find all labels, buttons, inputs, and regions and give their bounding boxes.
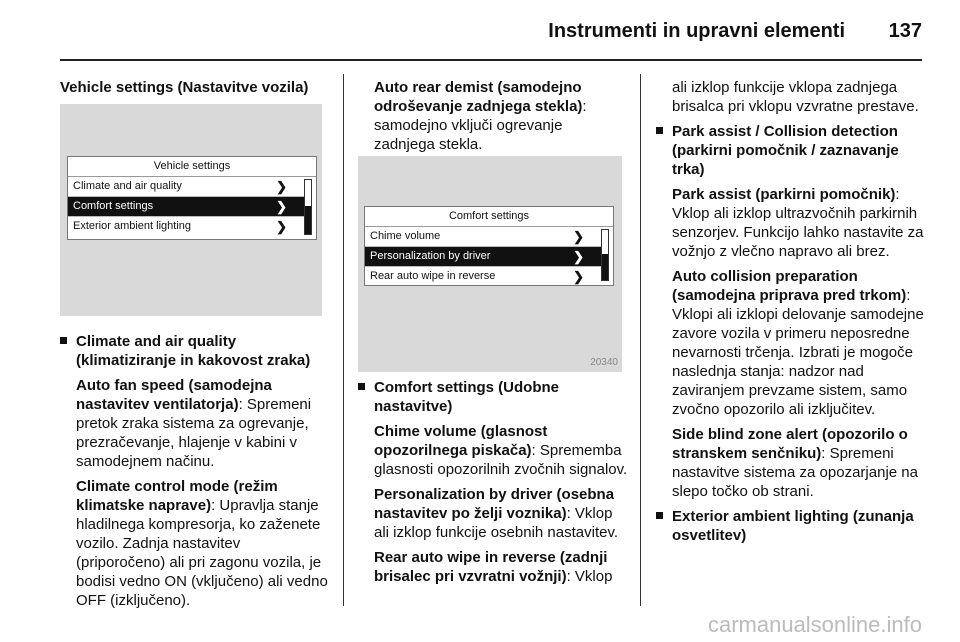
column-divider-1 xyxy=(343,74,344,606)
bullet-title: Park assist / Collision detection (parkirni pomočnik / zaznavanje trka) xyxy=(672,123,899,178)
description: : Vklop ali izklop funkcije osebnih nastavitev. xyxy=(374,505,619,541)
paragraph-park-assist xyxy=(656,185,924,261)
term: Chime volume (glasnost opozorilnega piskača) xyxy=(374,423,548,459)
term: Personalization by driver (osebna nastavitev po želji voznika) xyxy=(374,486,615,522)
page-number: 137 xyxy=(888,20,922,42)
paragraph-collision-prep xyxy=(656,267,924,419)
menu-row-label: Climate and air quality xyxy=(73,180,182,192)
watermark: carmanualsonline.info xyxy=(707,612,922,637)
term: Park assist (parkirni pomočnik) xyxy=(672,186,896,203)
menu-panel xyxy=(364,206,614,286)
bullet-square-icon xyxy=(656,127,663,134)
paragraph-rear-demist xyxy=(358,78,620,154)
menu-row-label: Rear auto wipe in reverse xyxy=(370,270,496,282)
term: Auto rear demist (samodejno odroševanje zadnjega stekla) xyxy=(374,79,583,115)
paragraph-blind-zone xyxy=(656,425,924,501)
paragraph-chime xyxy=(358,422,630,479)
chevron-right-icon: ❯ xyxy=(573,249,584,264)
vehicle-settings-screen xyxy=(60,104,322,316)
paragraph-personalization xyxy=(358,485,630,542)
bullet-title: Exterior ambient lighting (zunanja osvetlitev) xyxy=(672,508,914,544)
bullet-square-icon xyxy=(60,337,67,344)
section-title: Vehicle settings (Nastavitve vozila) xyxy=(60,79,309,96)
chevron-right-icon: ❯ xyxy=(573,269,584,284)
term: Auto collision preparation (samodejna priprava pred trkom) xyxy=(672,268,907,304)
image-code: 20340 xyxy=(590,357,618,368)
scrollbar-thumb[interactable] xyxy=(305,206,311,234)
column-2-body xyxy=(358,378,630,592)
description: : Spremeni pretok zraka sistema za ogrevanje, prezračevanje, hlajenje v kabini v samodejnem načinu. xyxy=(76,396,312,470)
column-2-top xyxy=(358,78,620,160)
term: Climate control mode (režim klimatske naprave) xyxy=(76,478,278,514)
scrollbar-thumb[interactable] xyxy=(602,254,608,280)
column-1 xyxy=(60,78,330,97)
bullet-square-icon xyxy=(358,383,365,390)
menu-row-exterior[interactable] xyxy=(68,217,305,236)
paragraph-climate-mode xyxy=(60,477,332,610)
term: Auto fan speed (samodejna nastavitev ventilatorja) xyxy=(76,377,272,413)
scrollbar[interactable] xyxy=(601,229,609,281)
chevron-right-icon: ❯ xyxy=(276,199,287,214)
bullet-climate xyxy=(60,332,332,370)
chevron-right-icon: ❯ xyxy=(276,219,287,234)
description: : Vklopi ali izklopi delovanje samodejne zavore vozila v primeru neposredne nevarnosti trčenja. Izbrati je mogoče naslednja stanja: nadzor nad zaviranjem prevzame sistem, samo zvočno opozorilo ali izključitev. xyxy=(672,287,924,418)
comfort-settings-screen xyxy=(358,156,622,372)
menu-row-chime[interactable] xyxy=(365,227,602,247)
description: : samodejno vključi ogrevanje zadnjega stekla. xyxy=(374,98,587,153)
bullet-park-assist xyxy=(656,122,924,179)
paragraph-auto-fan xyxy=(60,376,332,471)
menu-title: Vehicle settings xyxy=(68,157,316,177)
menu-row-rear-wipe[interactable] xyxy=(365,267,602,286)
menu-row-comfort[interactable] xyxy=(68,197,305,217)
term: Side blind zone alert (opozorilo o stranskem senčniku) xyxy=(672,426,908,462)
bullet-comfort xyxy=(358,378,630,416)
menu-title: Comfort settings xyxy=(365,207,613,227)
paragraph-continued: ali izklop funkcije vklopa zadnjega brisalca pri vklopu vzvratne prestave. xyxy=(672,79,919,115)
menu-row-label: Personalization by driver xyxy=(370,250,491,262)
description: : Vklop xyxy=(566,568,613,585)
menu-row-climate[interactable] xyxy=(68,177,305,197)
menu-panel xyxy=(67,156,317,240)
description: : Vklop ali izklop ultrazvočnih parkirnih senzorjev. Funkcijo lahko nastavite za vožnjo z vlečno napravo ali brez. xyxy=(672,186,924,260)
column-divider-2 xyxy=(640,74,641,606)
chevron-right-icon: ❯ xyxy=(573,229,584,244)
scrollbar[interactable] xyxy=(304,179,312,235)
bullet-square-icon xyxy=(656,512,663,519)
paragraph-rear-wipe xyxy=(358,548,630,586)
menu-row-label: Chime volume xyxy=(370,230,441,242)
bullet-title: Climate and air quality (klimatiziranje in kakovost zraka) xyxy=(76,333,311,369)
header-rule xyxy=(60,59,922,61)
chevron-right-icon: ❯ xyxy=(276,179,287,194)
menu-row-label: Exterior ambient lighting xyxy=(73,220,192,232)
description: : Sprememba glasnosti opozorilnih zvočnih signalov. xyxy=(374,442,628,478)
description: : Upravlja stanje hladilnega kompresorja, ko zaženete vozilo. Zadnja nastavitev (priporočeno) ali pri zagonu vozila, je bodisi vedno ON (vključeno) ali vedno OFF (izključeno). xyxy=(76,497,328,609)
column-3 xyxy=(656,78,924,551)
term: Rear auto wipe in reverse (zadnji brisalec pri vzvratni vožnji) xyxy=(374,549,608,585)
bullet-exterior-lighting xyxy=(656,507,924,545)
description: : Spremeni nastavitve sistema za opozarjanje na slepo točko ob strani. xyxy=(672,445,918,500)
page-header-title: Instrumenti in upravni elementi xyxy=(548,20,845,42)
menu-row-personalization[interactable] xyxy=(365,247,602,267)
bullet-title: Comfort settings (Udobne nastavitve) xyxy=(374,379,559,415)
column-1-body xyxy=(60,332,332,616)
menu-row-label: Comfort settings xyxy=(73,200,154,212)
